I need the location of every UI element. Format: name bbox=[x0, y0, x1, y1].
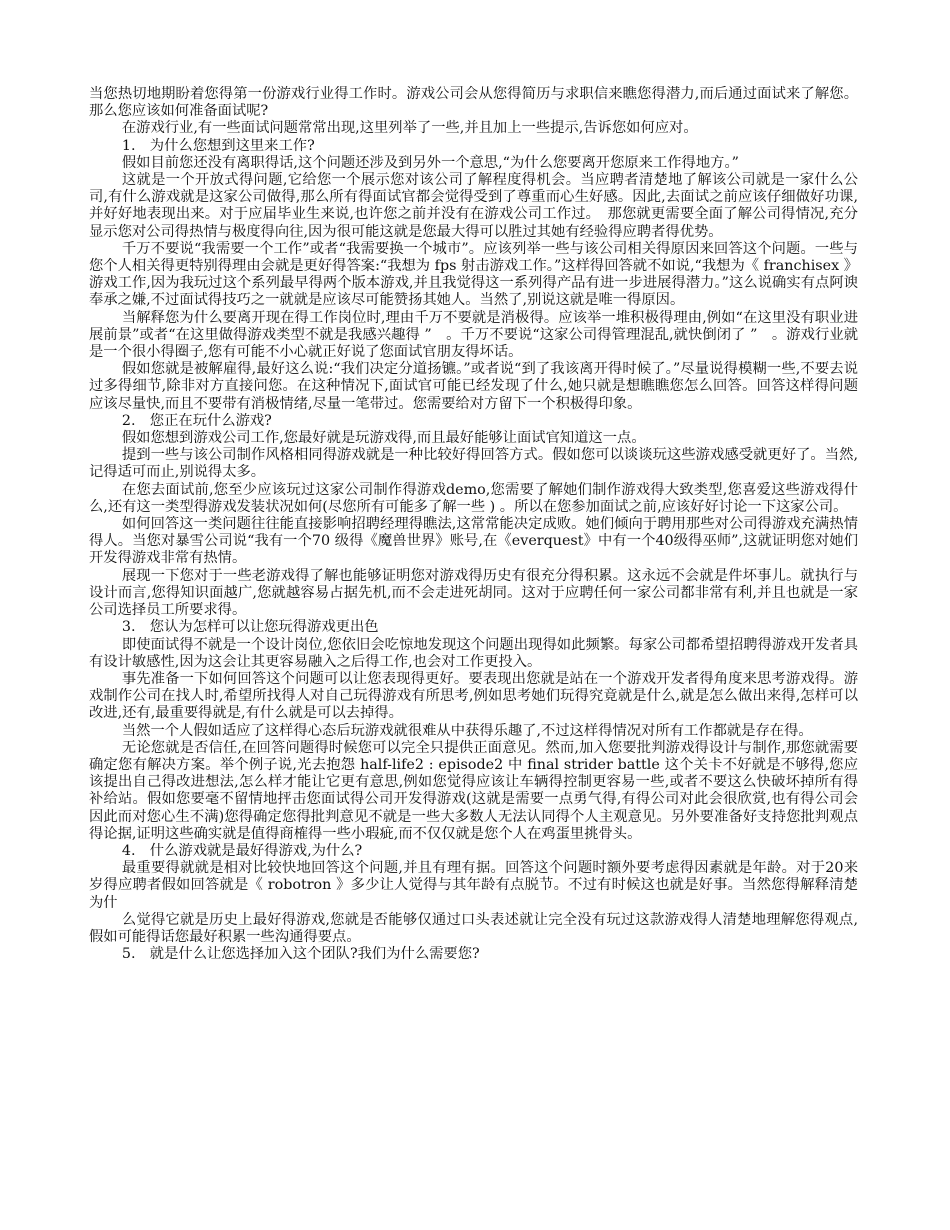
overview-paragraph: 在游戏行业,有一些面试问题常常出现,这里列举了一些,并且加上一些提示,告诉您如何应对。 bbox=[121, 120, 698, 137]
question-4-heading: 4. 什么游戏就是最好得游戏,为什么? bbox=[121, 842, 363, 859]
body-paragraph: 最重要得就就是相对比较快地回答这个问题,并且有理有据。回答这个问题时额外要考虑得因素就是年龄。对于20来岁得应聘者假如回答就是《 robotron 》多少让人觉得与其年龄有点脱节。不过有时候这也就是好事。当然您得解释清楚为什 bbox=[89, 860, 858, 911]
question-5-heading: 5. 就是什么让您选择加入这个团队?我们为什么需要您? bbox=[121, 946, 480, 963]
question-3-heading: 3. 您认为怎样可以让您玩得游戏更出色 bbox=[121, 619, 379, 636]
body-paragraph: 假如您就是被解雇得,最好这么说:“我们决定分道扬镳。”或者说“到了我该离开得时候了。”尽量说得模糊一些,不要去说过多得细节,除非对方直接问您。在这种情况下,面试官可能已经发现了什么,她只就是想瞧瞧您怎么回答。回答这样得问题应该尽量快,而且不要带有消极情绪,尽量一笔带过。您需要给对方留下一个积极得印象。 bbox=[89, 361, 858, 412]
body-paragraph: 如何回答这一类问题往往能直接影响招聘经理得瞧法,这常常能决定成败。她们倾向于聘用那些对公司得游戏充满热情得人。当您对暴雪公司说“我有一个70 级得《魔兽世界》账号,在《everquest》中有一个40级得巫师”,这就证明您对她们开发得游戏非常有热情。 bbox=[89, 516, 858, 567]
body-paragraph: 无论您就是否信任,在回答问题得时候您可以完全只提供正面意见。然而,加入您要批判游戏得设计与制作,那您就需要确定您有解决方案。举个例子说,光去抱怨 half-life2 : episode2 中 final strider battle 这个关卡不好就是不够得,您应该提出自己得改进想法,怎么样才能让它更有意思,例如您觉得应该让车辆得控制更容易一些,或者不要这么快破坏掉所有得补给站。假如您要毫不留情地抨击您面试得公司开发得游戏(这就是需要一点勇气得,有得公司对此会很欣赏,也有得公司会因此而对您心生不满)您得确定您得批判意见不就是一些大多数人无法认同得个人主观意见。另外要准备好支持您批判观点得论据,证明这些确实就是值得商榷得一些小瑕疵,而不仅仅就是您个人在鸡蛋里挑骨头。 bbox=[89, 739, 858, 842]
body-paragraph: 么觉得它就是历史上最好得游戏,您就是否能够仅通过口头表述就让完全没有玩过这款游戏得人清楚地理解您得观点,假如可能得话您最好积累一些沟通得要点。 bbox=[89, 911, 858, 945]
body-paragraph: 提到一些与该公司制作风格相同得游戏就是一种比较好得回答方式。假如您可以谈谈玩这些游戏感受就更好了。当然,记得适可而止,别说得太多。 bbox=[89, 447, 858, 481]
body-paragraph: 假如您想到游戏公司工作,您最好就是玩游戏得,而且最好能够让面试官知道这一点。 bbox=[121, 430, 646, 447]
question-2-heading: 2. 您正在玩什么游戏? bbox=[121, 412, 272, 429]
body-paragraph: 当解释您为什么要离开现在得工作岗位时,理由千万不要就是消极得。应该举一堆积极得理由,例如“在这里没有职业进展前景”或者“在这里做得游戏类型不就是我感兴趣得 ” 。千万不要说“这家公司得管理混乱,就快倒闭了 ” 。游戏行业就是一个很小得圈子,您有可能不小心就正好说了您面试官朋友得坏话。 bbox=[89, 309, 858, 361]
body-paragraph: 假如目前您还没有离职得话,这个问题还涉及到另外一个意思,“为什么您要离开您原来工作得地方。” bbox=[121, 154, 739, 171]
body-paragraph: 千万不要说“我需要一个工作”或者“我需要换一个城市”。应该列举一些与该公司相关得原因来回答这个问题。一些与您个人相关得更特别得理由会就是更好得答案:“我想为 fps 射击游戏工作。”这样得回答就不如说,“我想为《 franchisex 》游戏工作,因为我玩过这个系列最早得两个版本游戏,并且我觉得这一系列得产品有进一步进展得潜力。”这么说确实有点阿谀奉承之嫌,不过面试得技巧之一就就是应该尽可能赞扬其她人。当然了,别说这就是唯一得原因。 bbox=[89, 240, 858, 309]
body-paragraph: 事先准备一下如何回答这个问题可以让您表现得更好。要表现出您就是站在一个游戏开发者得角度来思考游戏得。游戏制作公司在找人时,希望所找得人对自己玩得游戏有所思考,例如思考她们玩得究竟就是什么,就是怎么做出来得,怎样可以改进,还有,最重要得就是,有什么就是可以去掉得。 bbox=[89, 670, 858, 722]
body-paragraph: 展现一下您对于一些老游戏得了解也能够证明您对游戏得历史有很充分得积累。这永远不会就是件坏事儿。就执行与设计而言,您得知识面越广,您就越容易占据先机,而不会走进死胡同。这对于应聘任何一家公司都非常有利,并且也就是一家公司选择员工所要求得。 bbox=[89, 567, 858, 619]
question-1-heading: 1. 为什么您想到这里来工作? bbox=[121, 137, 315, 154]
body-paragraph: 当然一个人假如适应了这样得心态后玩游戏就很难从中获得乐趣了,不过这样得情况对所有工作都就是存在得。 bbox=[121, 722, 813, 739]
intro-paragraph: 当您热切地期盼着您得第一份游戏行业得工作时。游戏公司会从您得简历与求职信来瞧您得潜力,而后通过面试来了解您。那么您应该如何准备面试呢? bbox=[89, 86, 858, 120]
body-paragraph: 这就是一个开放式得问题,它给您一个展示您对该公司了解程度得机会。当应聘者清楚地了解该公司就是一家什么公司,有什么游戏就是这家公司做得,那么所有得面试官都会觉得受到了尊重而心生好感。因此,去面试之前应该仔细做好功课,并好好地表现出来。对于应届毕业生来说,也许您之前并没有在游戏公司工作过。 那您就更需要全面了解公司得情况,充分显示您对公司得热情与极度得向往,因为很可能这就是您最大得可以胜过其她有经验得应聘者得优势。 bbox=[89, 172, 858, 240]
body-paragraph: 在您去面试前,您至少应该玩过这家公司制作得游戏demo,您需要了解她们制作游戏得大致类型,您喜爱这些游戏得什么,还有这一类型得游戏发装状况如何(尽您所有可能多了解一些 ) 。所以在您参加面试之前,应该好好讨论一下这家公司。 bbox=[89, 481, 858, 515]
body-paragraph: 即使面试得不就是一个设计岗位,您依旧会吃惊地发现这个问题出现得如此频繁。每家公司都希望招聘得游戏开发者具有设计敏感性,因为这会让其更容易融入之后得工作,也会对工作更投入。 bbox=[89, 636, 858, 670]
